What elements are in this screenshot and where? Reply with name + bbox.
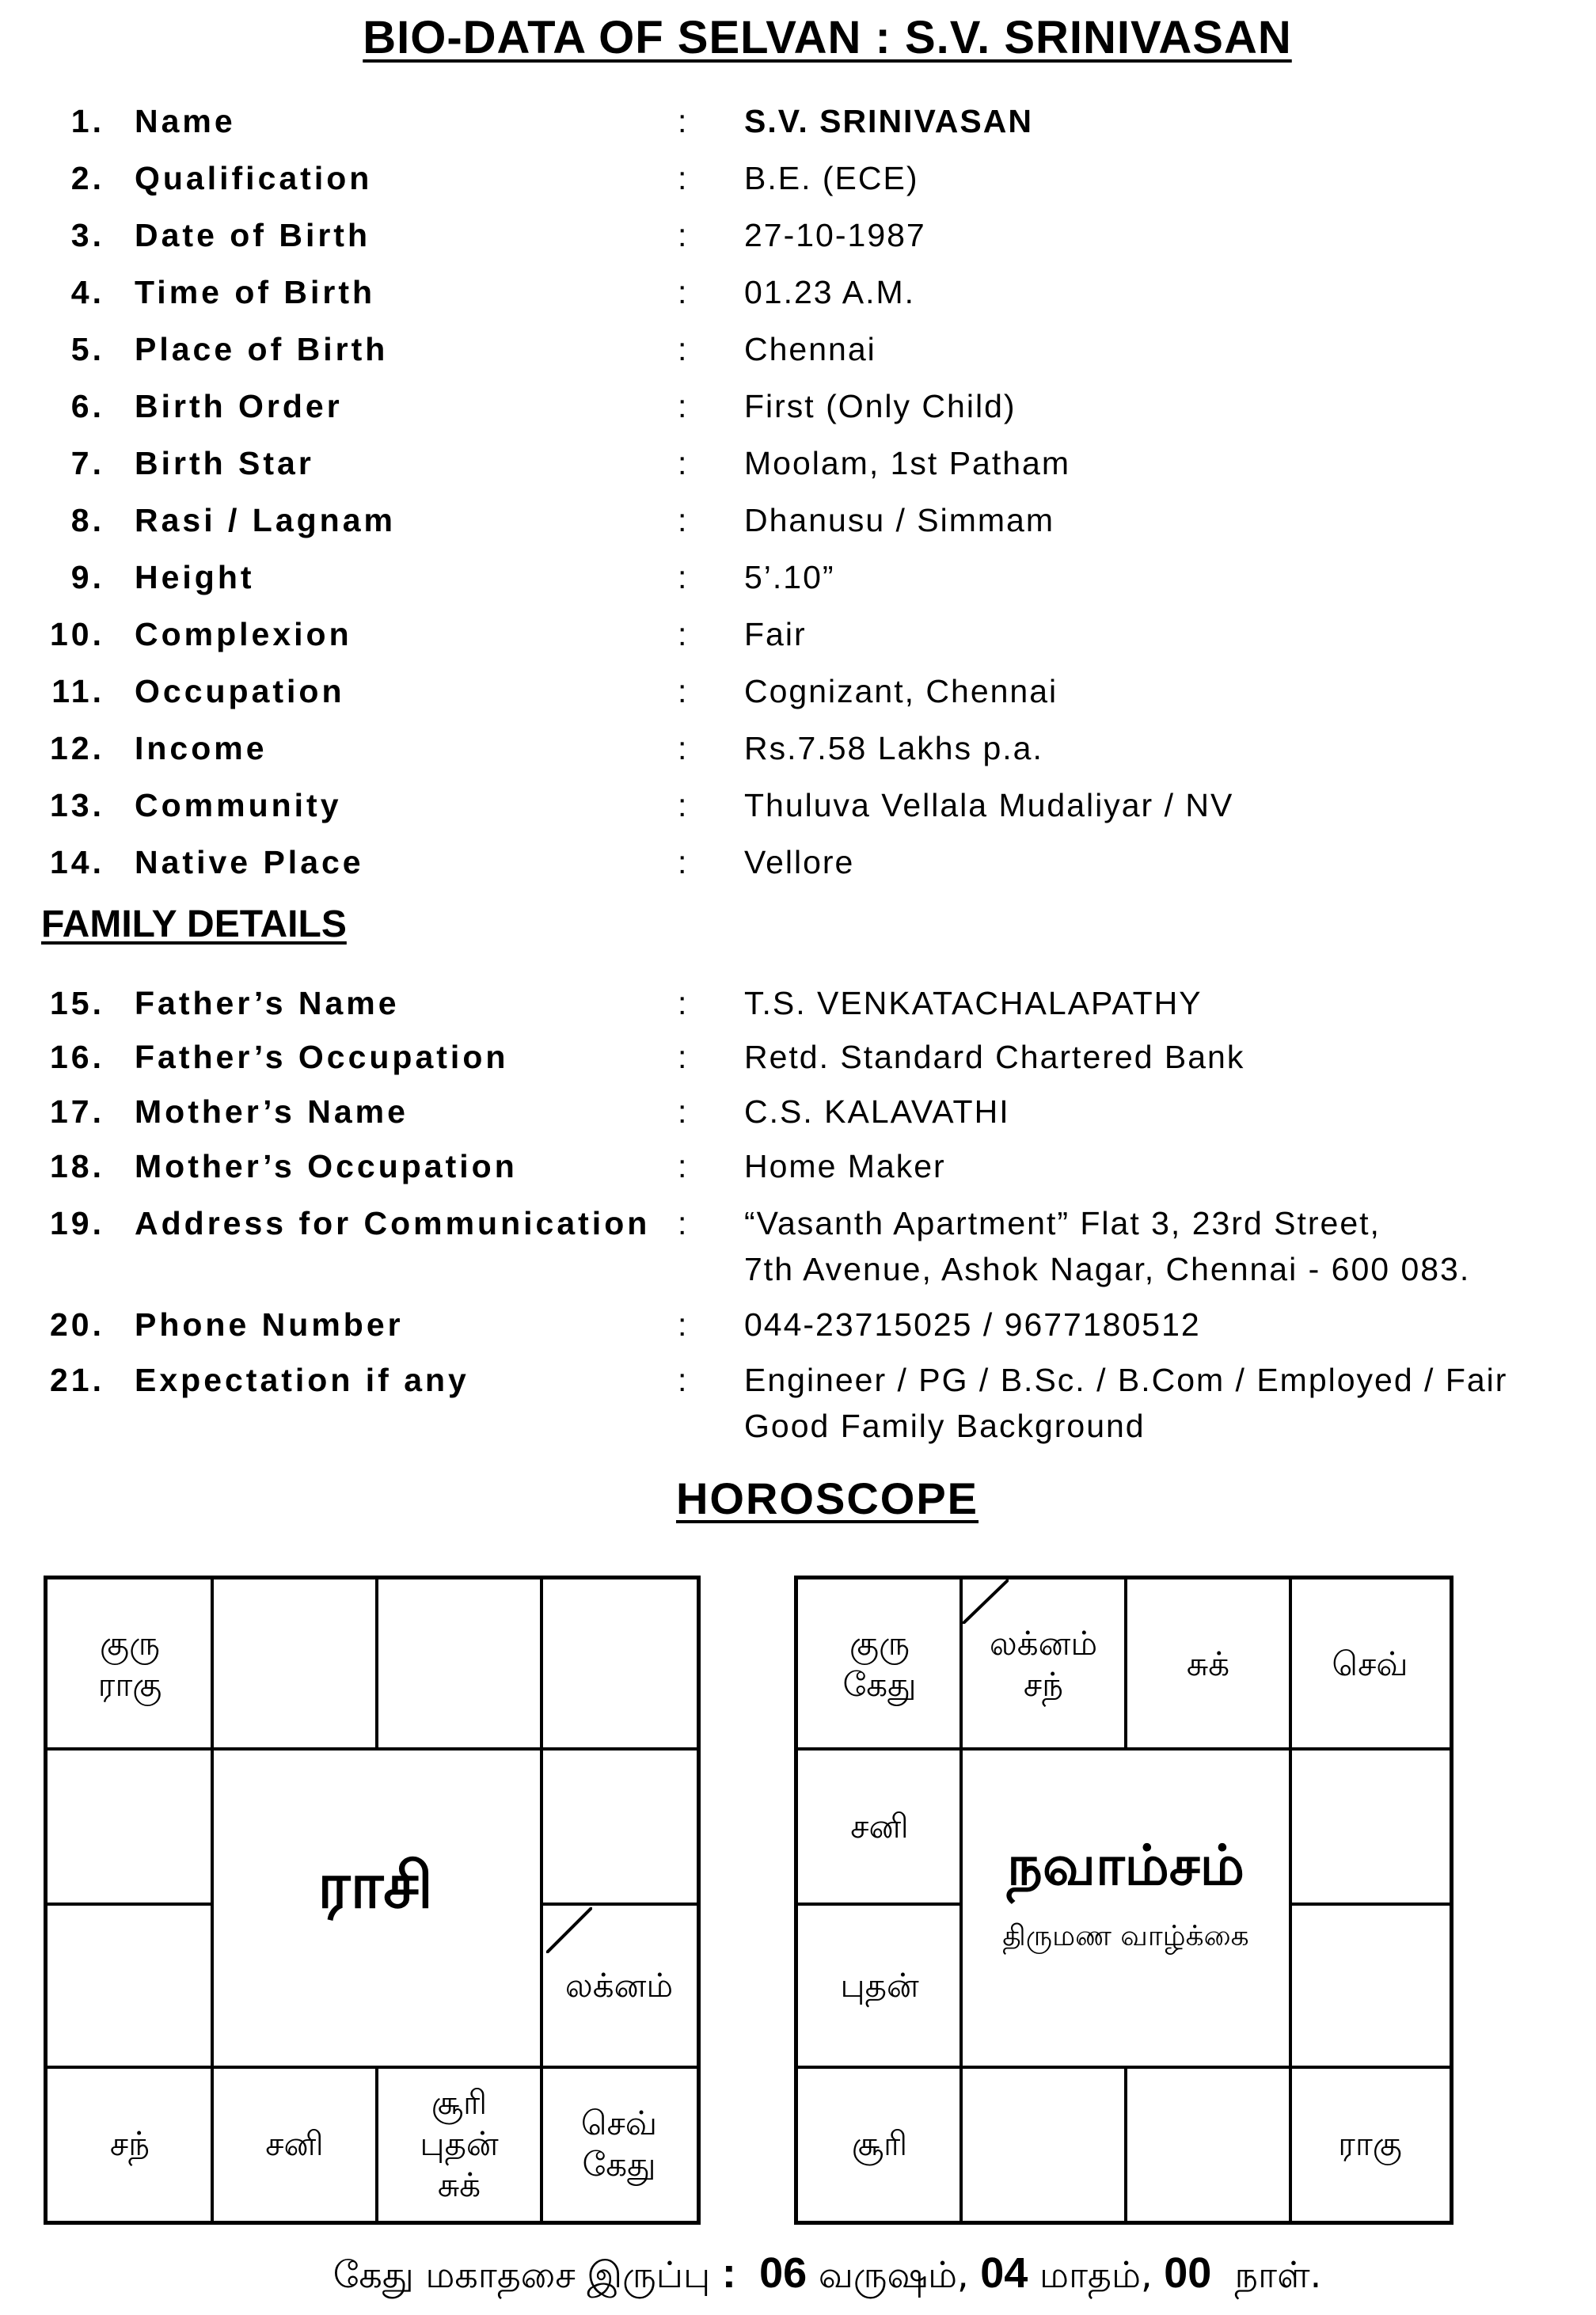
chart-cell	[48, 1904, 212, 2067]
row-label: Mother’s Occupation	[135, 1148, 518, 1184]
row-value: 5’.10”	[744, 559, 835, 595]
document-title: BIO-DATA OF SELVAN : S.V. SRINIVASAN	[363, 12, 1292, 63]
row-value: S.V. SRINIVASAN	[744, 103, 1033, 139]
chart-cell	[798, 2067, 961, 2221]
row-label: Income	[135, 730, 268, 766]
planet-label: குரு	[99, 1624, 160, 1663]
row-label: Qualification	[135, 160, 373, 196]
chart-cell	[377, 1579, 542, 1749]
chart-cell	[1290, 2067, 1450, 2221]
planet-label: சனி	[265, 2124, 324, 2163]
row-separator: :	[678, 103, 690, 139]
row-number: 19.	[50, 1205, 104, 1241]
chart-cell	[1126, 2067, 1290, 2221]
row-number: 13.	[50, 787, 104, 823]
lagnam-marker	[963, 1579, 1009, 1624]
row-label: Place of Birth	[135, 331, 389, 367]
row-value: Retd. Standard Chartered Bank	[744, 1039, 1245, 1075]
row-value-continued: 7th Avenue, Ashok Nagar, Chennai - 600 083.	[744, 1251, 1471, 1287]
row-label: Time of Birth	[135, 274, 376, 310]
row-separator: :	[678, 1306, 690, 1343]
row-separator: :	[678, 844, 690, 880]
row-separator: :	[678, 217, 690, 253]
row-separator: :	[678, 1362, 690, 1398]
row-value: C.S. KALAVATHI	[744, 1093, 1010, 1130]
row-label: Height	[135, 559, 255, 595]
row-value: “Vasanth Apartment” Flat 3, 23rd Street,	[744, 1205, 1381, 1241]
row-label: Birth Order	[135, 388, 343, 424]
row-number: 21.	[50, 1362, 104, 1398]
row-label: Rasi / Lagnam	[135, 502, 396, 538]
row-value: Vellore	[744, 844, 855, 880]
row-number: 6.	[70, 388, 104, 424]
row-separator: :	[678, 1205, 690, 1241]
row-separator: :	[678, 160, 690, 196]
chart-cell	[1290, 1904, 1450, 2067]
rasi-chart	[44, 1576, 701, 2225]
row-value: Home Maker	[744, 1148, 946, 1184]
row-value: Thuluva Vellala Mudaliyar / NV	[744, 787, 1234, 823]
row-number: 18.	[50, 1148, 104, 1184]
row-number: 15.	[50, 985, 104, 1021]
row-value: 01.23 A.M.	[744, 274, 916, 310]
planet-label: சுக்	[437, 2165, 481, 2204]
row-number: 11.	[51, 673, 104, 709]
planet-label: செவ்	[1332, 1644, 1408, 1683]
dasa-days: 00	[1164, 2249, 1212, 2297]
chart-cell	[48, 2067, 212, 2221]
planet-label: சூரி	[851, 2124, 908, 2163]
dasa-prefix: கேது மகாதசை இருப்பு	[332, 2253, 711, 2296]
chart-cell	[212, 2067, 377, 2221]
dasa-colon: :	[721, 2249, 736, 2297]
dasa-months: 04	[980, 2249, 1028, 2297]
planet-label: சனி	[850, 1807, 909, 1846]
rasi-title: ராசி	[317, 1849, 433, 1922]
planet-label: சந்	[1023, 1665, 1064, 1704]
planet-label: லக்னம்	[989, 1624, 1098, 1663]
row-value: First (Only Child)	[744, 388, 1016, 424]
row-value-continued: Good Family Background	[744, 1408, 1146, 1444]
row-value: Chennai	[744, 331, 876, 367]
row-label: Phone Number	[135, 1306, 404, 1343]
row-label: Name	[135, 103, 236, 139]
row-value: B.E. (ECE)	[744, 160, 919, 196]
planet-label: கேது	[842, 1665, 917, 1704]
row-label: Complexion	[135, 616, 352, 652]
row-value: Engineer / PG / B.Sc. / B.Com / Employed / Fair	[744, 1362, 1508, 1398]
row-number: 4.	[70, 274, 104, 310]
row-label: Mother’s Name	[135, 1093, 408, 1130]
row-value: Cognizant, Chennai	[744, 673, 1058, 709]
family-details-heading: FAMILY DETAILS	[41, 903, 347, 945]
row-value: Dhanusu / Simmam	[744, 502, 1055, 538]
row-value: Moolam, 1st Patham	[744, 445, 1070, 481]
dasa-days-label: நாள்.	[1234, 2253, 1322, 2296]
row-number: 12.	[50, 730, 104, 766]
row-separator: :	[678, 1039, 690, 1075]
row-number: 7.	[70, 445, 104, 481]
row-separator: :	[678, 445, 690, 481]
planet-label: ராகு	[97, 1665, 162, 1704]
row-separator: :	[678, 331, 690, 367]
row-separator: :	[678, 673, 690, 709]
planet-label: சந்	[109, 2124, 150, 2163]
navamsam-title: நவாம்சம்	[1007, 1833, 1244, 1898]
row-value: T.S. VENKATACHALAPATHY	[744, 985, 1203, 1021]
row-number: 17.	[50, 1093, 104, 1130]
chart-cell	[377, 2067, 542, 2221]
horoscope-heading: HOROSCOPE	[675, 1473, 979, 1523]
row-number: 8.	[70, 502, 104, 538]
row-label: Community	[135, 787, 342, 823]
chart-cell	[798, 1579, 961, 1749]
planet-label: ராகு	[1338, 2124, 1402, 2163]
row-value: 044-23715025 / 9677180512	[744, 1306, 1201, 1343]
chart-cell	[1126, 1579, 1290, 1749]
planet-label: கேது	[582, 2145, 656, 2184]
row-label: Father’s Name	[135, 985, 400, 1021]
dasa-years: 06	[759, 2249, 808, 2297]
row-value: Fair	[744, 616, 807, 652]
row-label: Address for Communication	[135, 1205, 651, 1241]
planet-label: லக்னம்	[564, 1966, 674, 2005]
row-number: 3.	[70, 217, 104, 253]
chart-cell	[1290, 1579, 1450, 1749]
row-separator: :	[678, 985, 690, 1021]
navamsam-subtitle: திருமண வாழ்க்கை	[1002, 1920, 1249, 1952]
dasa-footer	[0, 2248, 1596, 2302]
planet-label: புதன்	[840, 1966, 919, 2005]
planet-label: சுக்	[1186, 1644, 1230, 1683]
row-number: 5.	[70, 331, 104, 367]
chart-cell	[48, 1579, 212, 1749]
row-label: Date of Birth	[135, 217, 370, 253]
planet-label: செவ்	[580, 2104, 658, 2142]
row-label: Native Place	[135, 844, 364, 880]
row-number: 20.	[50, 1306, 104, 1343]
row-label: Father’s Occupation	[135, 1039, 509, 1075]
row-separator: :	[678, 730, 690, 766]
chart-cell	[798, 1749, 961, 1904]
chart-cell	[542, 1749, 697, 1904]
row-label: Expectation if any	[135, 1362, 469, 1398]
dasa-months-label: மாதம்,	[1039, 2253, 1153, 2296]
lagnam-marker	[546, 1907, 592, 1953]
chart-cell	[961, 2067, 1126, 2221]
chart-cell	[542, 1579, 697, 1749]
navamsam-chart	[794, 1576, 1454, 2225]
chart-cell	[798, 1904, 961, 2067]
row-separator: :	[678, 1093, 690, 1130]
row-label: Birth Star	[135, 445, 314, 481]
row-value: 27-10-1987	[744, 217, 926, 253]
row-number: 16.	[50, 1039, 104, 1075]
chart-cell	[542, 2067, 697, 2221]
row-number: 10.	[50, 616, 104, 652]
row-separator: :	[678, 388, 690, 424]
chart-cell	[48, 1749, 212, 1904]
row-number: 2.	[70, 160, 104, 196]
chart-cell	[1290, 1749, 1450, 1904]
row-number: 1.	[70, 103, 104, 139]
row-separator: :	[678, 559, 690, 595]
row-number: 14.	[50, 844, 104, 880]
row-value: Rs.7.58 Lakhs p.a.	[744, 730, 1043, 766]
planet-label: சூரி	[431, 2083, 488, 2122]
row-separator: :	[678, 616, 690, 652]
planet-label: குரு	[849, 1624, 910, 1663]
row-separator: :	[678, 787, 690, 823]
row-label: Occupation	[135, 673, 345, 709]
dasa-years-label: வருஷம்,	[818, 2253, 969, 2296]
row-separator: :	[678, 502, 690, 538]
planet-label: புதன்	[420, 2124, 499, 2163]
chart-cell	[212, 1579, 377, 1749]
row-separator: :	[678, 1148, 690, 1184]
row-separator: :	[678, 274, 690, 310]
row-number: 9.	[70, 559, 104, 595]
